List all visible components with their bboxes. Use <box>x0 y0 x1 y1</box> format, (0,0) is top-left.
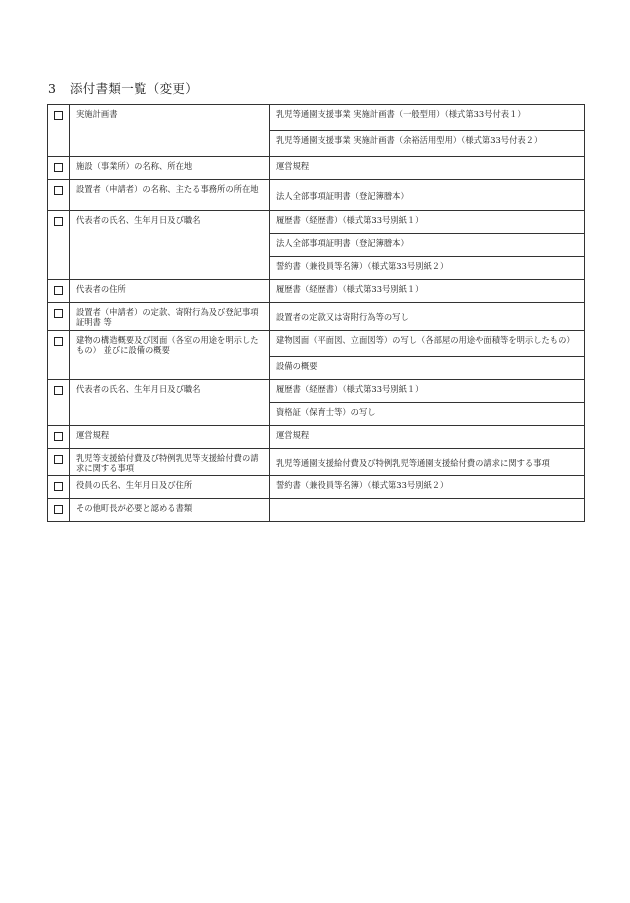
table-row <box>48 211 585 234</box>
checkbox-icon[interactable] <box>54 337 63 346</box>
table-row <box>48 379 585 402</box>
checkbox-icon[interactable] <box>54 111 63 120</box>
checkbox-cell[interactable] <box>48 211 70 280</box>
table-row <box>48 180 585 211</box>
item-cell: 乳児等支援給付費及び特例乳児等支援給付費の請求に関する事項 <box>70 448 270 476</box>
table-row <box>48 280 585 303</box>
table-row <box>48 105 585 131</box>
checkbox-cell[interactable] <box>48 157 70 180</box>
item-cell: その他町長が必要と認める書類 <box>70 499 270 522</box>
table-row <box>48 499 585 522</box>
item-cell: 代表者の氏名、生年月日及び職名 <box>70 379 270 425</box>
item-cell: 設置者（申請者）の名称、主たる事務所の所在地 <box>70 180 270 211</box>
document-cell: 設置者の定款又は寄附行為等の写し <box>270 303 585 331</box>
checkbox-icon[interactable] <box>54 432 63 441</box>
checkbox-icon[interactable] <box>54 386 63 395</box>
checkbox-cell[interactable] <box>48 425 70 448</box>
document-cell: 履歴書（経歴書）（様式第33号別紙１） <box>270 211 585 234</box>
item-cell: 実施計画書 <box>70 105 270 157</box>
attachment-list-table <box>47 104 585 522</box>
checkbox-cell[interactable] <box>48 303 70 331</box>
checkbox-cell[interactable] <box>48 448 70 476</box>
item-cell: 代表者の氏名、生年月日及び職名 <box>70 211 270 280</box>
checkbox-icon[interactable] <box>54 186 63 195</box>
section-title: 添付書類一覧（変更） <box>70 81 199 96</box>
table-row <box>48 476 585 499</box>
table-row <box>48 303 585 331</box>
checkbox-icon[interactable] <box>54 505 63 514</box>
checkbox-icon[interactable] <box>54 217 63 226</box>
item-cell: 役員の氏名、生年月日及び住所 <box>70 476 270 499</box>
document-cell <box>270 499 585 522</box>
item-cell: 代表者の住所 <box>70 280 270 303</box>
table-row <box>48 448 585 476</box>
table-row <box>48 157 585 180</box>
document-cell: 乳児等通園支援事業 実施計画書（一般型用）（様式第33号付表１） <box>270 105 585 131</box>
table-row <box>48 425 585 448</box>
table-row <box>48 330 585 356</box>
document-cell: 法人全部事項証明書（登記簿謄本） <box>270 180 585 211</box>
document-cell: 誓約書（兼役員等名簿）（様式第33号別紙２） <box>270 476 585 499</box>
checkbox-cell[interactable] <box>48 105 70 157</box>
document-cell: 運営規程 <box>270 425 585 448</box>
document-cell: 運営規程 <box>270 157 585 180</box>
document-cell: 乳児等通園支援事業 実施計画書（余裕活用型用）（様式第33号付表２） <box>270 131 585 157</box>
checkbox-cell[interactable] <box>48 379 70 425</box>
item-cell: 設置者（申請者）の定款、寄附行為及び登記事項証明書 等 <box>70 303 270 331</box>
document-cell: 建物図面（平面図、立面図等）の写し（各部屋の用途や面積等を明示したもの） <box>270 330 585 356</box>
checkbox-icon[interactable] <box>54 482 63 491</box>
document-cell: 履歴書（経歴書）（様式第33号別紙１） <box>270 379 585 402</box>
checkbox-icon[interactable] <box>54 309 63 318</box>
checkbox-cell[interactable] <box>48 499 70 522</box>
checkbox-icon[interactable] <box>54 286 63 295</box>
checkbox-icon[interactable] <box>54 455 63 464</box>
document-cell: 乳児等通園支援給付費及び特例乳児等通園支援給付費の請求に関する事項 <box>270 448 585 476</box>
document-cell: 履歴書（経歴書）（様式第33号別紙１） <box>270 280 585 303</box>
section-heading <box>48 79 198 97</box>
document-cell: 法人全部事項証明書（登記簿謄本） <box>270 234 585 257</box>
checkbox-cell[interactable] <box>48 180 70 211</box>
section-number: 3 <box>48 81 57 96</box>
item-cell: 運営規程 <box>70 425 270 448</box>
checkbox-cell[interactable] <box>48 476 70 499</box>
document-cell: 設備の概要 <box>270 356 585 379</box>
checkbox-cell[interactable] <box>48 330 70 379</box>
item-cell: 建物の構造概要及び図面（各室の用途を明示したもの） 並びに設備の概要 <box>70 330 270 379</box>
document-cell: 誓約書（兼役員等名簿）（様式第33号別紙２） <box>270 257 585 280</box>
checkbox-cell[interactable] <box>48 280 70 303</box>
checkbox-icon[interactable] <box>54 163 63 172</box>
item-cell: 施設（事業所）の名称、所在地 <box>70 157 270 180</box>
document-cell: 資格証（保育士等）の写し <box>270 402 585 425</box>
